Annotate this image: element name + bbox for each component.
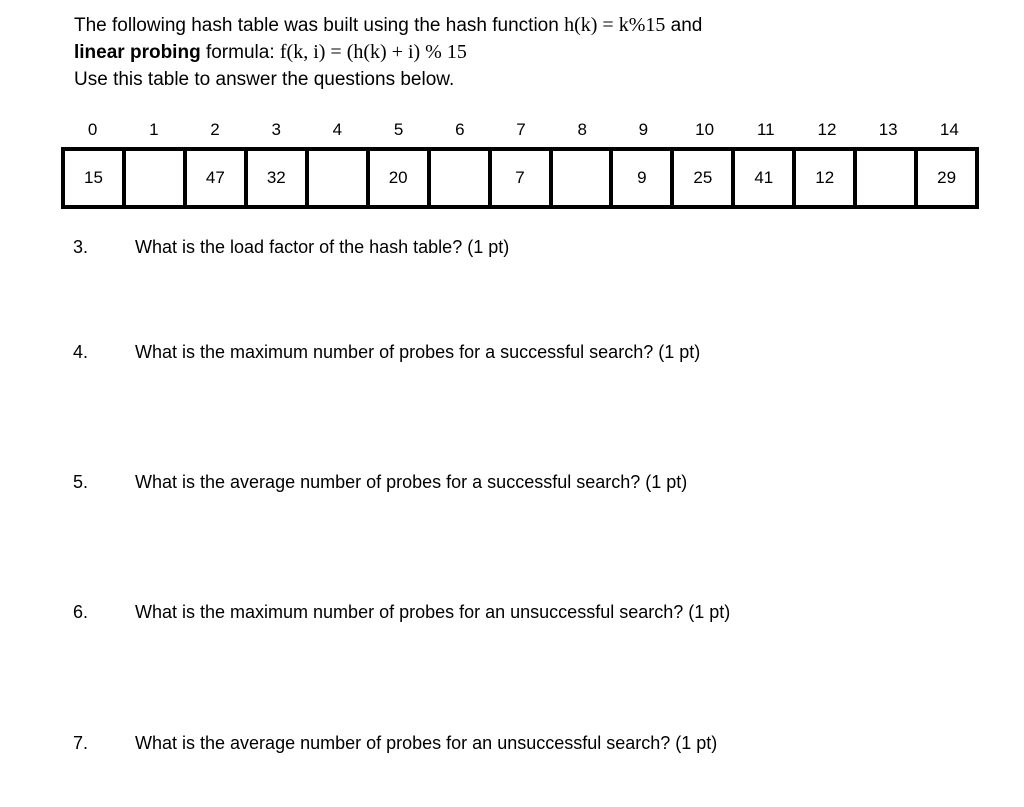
intro-line-2 [74, 39, 702, 66]
table-index: 11 [756, 120, 775, 139]
table-index: 9 [638, 120, 649, 139]
table-index: 10 [695, 120, 715, 139]
table-index: 2 [210, 120, 220, 139]
question [73, 237, 509, 258]
table-cell: 32 [248, 151, 309, 205]
table-index: 7 [516, 120, 526, 139]
question-number: 7. [73, 733, 89, 753]
question-text: What is the maximum number of probes for an unsuccessful search? (1 pt) [135, 602, 731, 622]
table-index: 12 [817, 120, 837, 139]
question-number: 4. [73, 342, 89, 362]
intro-line-1 [74, 12, 702, 39]
question-number: 3. [73, 237, 89, 257]
question-number: 5. [73, 472, 89, 492]
table-index-row [62, 120, 978, 144]
table-cell [126, 151, 187, 205]
table-cell: 15 [65, 151, 126, 205]
table-cell: 20 [370, 151, 431, 205]
table-index: 0 [87, 120, 98, 139]
question [73, 733, 717, 754]
intro-line-1-text: The following hash table was built using the hash function [74, 15, 565, 36]
table-cell: 29 [937, 168, 957, 187]
question-text: What is the average number of probes for an unsuccessful search? (1 pt) [135, 733, 718, 753]
question [73, 342, 700, 363]
table-cell [431, 151, 492, 205]
intro-line-3: Use this table to answer the questions below. [74, 69, 455, 90]
question [73, 472, 687, 493]
hash-function-formula: h(k) = k%15 [564, 14, 666, 36]
intro-text [74, 12, 702, 93]
table-index: 8 [577, 120, 587, 139]
probing-formula: f(k, i) = (h(k) + i) % 15 [279, 41, 467, 63]
question [73, 602, 730, 623]
table-index: 6 [455, 120, 465, 139]
table-index: 1 [149, 120, 159, 139]
question-number: 6. [73, 602, 89, 622]
table-cell [857, 151, 918, 205]
hash-table [61, 147, 979, 209]
intro-line-1-suffix: and [665, 15, 703, 36]
table-cell: 25 [674, 151, 735, 205]
question-text: What is the maximum number of probes for a successful search? (1 pt) [135, 342, 701, 362]
table-index: 5 [393, 120, 404, 139]
intro-line-2-text: formula: [200, 42, 280, 63]
table-cell: 7 [492, 151, 553, 205]
question-text: What is the load factor of the hash table? (1 pt) [135, 237, 510, 257]
table-index: 3 [271, 120, 281, 139]
table-cell: 12 [796, 151, 857, 205]
linear-probing-label: linear probing [74, 42, 201, 63]
table-index: 14 [939, 120, 959, 139]
question-text: What is the average number of probes for a successful search? (1 pt) [135, 472, 688, 492]
table-cell: 47 [187, 151, 248, 205]
table-cell: 41 [735, 151, 796, 205]
table-index: 13 [878, 120, 898, 139]
table-index: 4 [332, 120, 343, 139]
table-cell [309, 151, 370, 205]
table-cell: 9 [613, 151, 674, 205]
table-cell [553, 151, 614, 205]
